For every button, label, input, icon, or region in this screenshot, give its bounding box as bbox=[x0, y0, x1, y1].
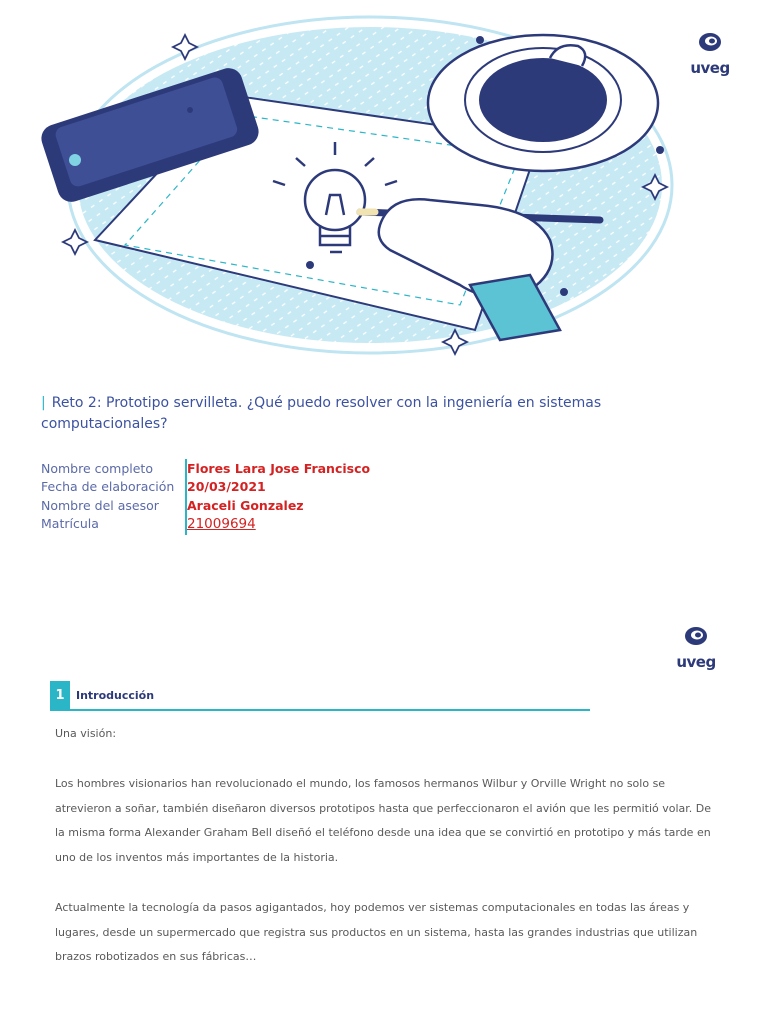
paragraph-visionaries: Los hombres visionarios han revolucionado el mundo, los famosos hermanos Wilbur y Orville Wright no solo se atrevieron a soñar, también diseñaron diversos prototipos hasta que perfeccionaron el avión que les permitió volar. De la misma forma Alexander Graham Bell diseñó el teléfono desde una idea que se convirtió en prototipo y más tarde en uno de los inventos más importantes de la historia. bbox=[55, 777, 712, 864]
coffee-cup-illustration bbox=[428, 35, 658, 171]
title-text: Reto 2: Prototipo servilleta. ¿Qué puedo resolver con la ingeniería en sistemas computacionales? bbox=[41, 395, 602, 432]
info-label: Nombre del asesor bbox=[41, 497, 159, 513]
info-value: Araceli Gonzalez bbox=[187, 497, 304, 513]
info-row-name bbox=[41, 459, 370, 478]
paragraph-technology: Actualmente la tecnología da pasos agigantados, hoy podemos ver sistemas computacionales en todas las áreas y lugares, desde un supermercado que registra sus productos en un sistema, hasta las grandes industrias que utilizan brazos robotizados en sus fábricas… bbox=[55, 901, 698, 963]
uveg-logo bbox=[686, 32, 734, 76]
section-underline bbox=[50, 709, 590, 711]
paragraph-vision: Una visión: bbox=[55, 727, 117, 740]
info-row-advisor bbox=[41, 496, 370, 515]
info-label: Nombre completo bbox=[41, 460, 153, 476]
info-value: 20/03/2021 bbox=[187, 479, 266, 495]
section-number-badge: 1 bbox=[50, 681, 70, 710]
uveg-logo-page2 bbox=[672, 626, 720, 670]
section-heading bbox=[50, 681, 590, 711]
info-label: Matrícula bbox=[41, 516, 99, 532]
title-bar-mark: | bbox=[41, 395, 46, 411]
info-value: Flores Lara Jose Francisco bbox=[187, 460, 371, 476]
page-title bbox=[41, 393, 681, 435]
uveg-logo-icon bbox=[698, 32, 722, 52]
info-label: Fecha de elaboración bbox=[41, 479, 175, 495]
uveg-logo-text: uveg bbox=[690, 59, 730, 77]
hero-illustration bbox=[30, 0, 720, 360]
uveg-logo-icon bbox=[684, 626, 708, 646]
uveg-logo-text: uveg bbox=[676, 653, 716, 671]
section-title: Introducción bbox=[76, 689, 155, 702]
info-row-matricula bbox=[41, 515, 370, 534]
info-row-date bbox=[41, 478, 370, 497]
matricula-link[interactable]: 21009694 bbox=[187, 515, 256, 532]
info-table bbox=[41, 459, 370, 533]
